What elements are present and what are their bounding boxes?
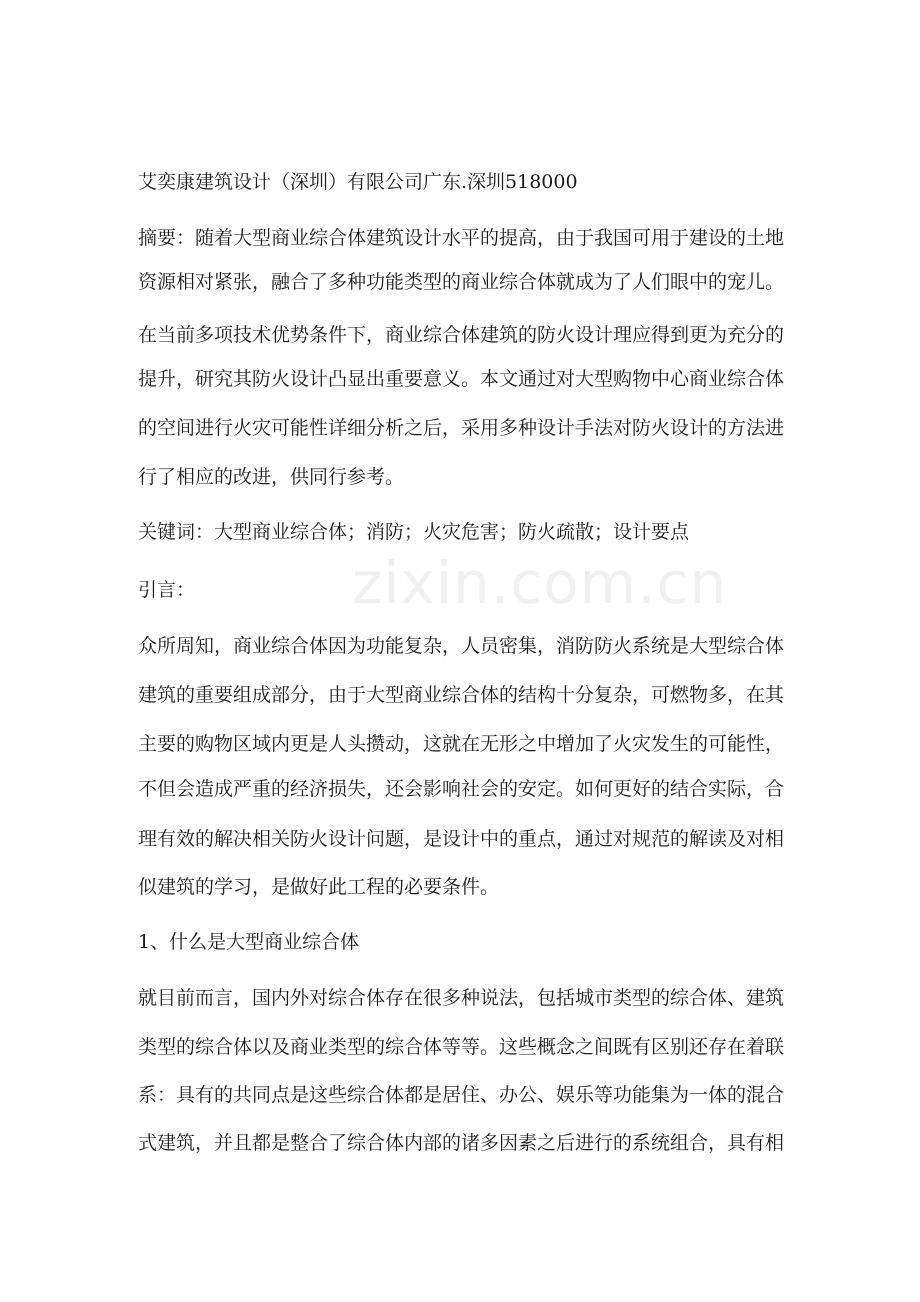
section-heading: 1、什么是大型商业综合体 [138,931,360,953]
watermark: zixin.com.cn [352,549,728,617]
affiliation: 艾奕康建筑设计（深圳）有限公司广东.深圳518000 [138,171,578,193]
section-line: 类型的综合体以及商业类型的综合体等等。这些概念之间既有区别还存在着联 [138,1036,785,1058]
abstract-line: 提升，研究其防火设计凸显出重要意义。本文通过对大型购物中心商业综合体 [138,368,785,390]
intro-line: 理有效的解决相关防火设计问题，是设计中的重点，通过对规范的解读及对相 [138,828,785,850]
intro-line: 建筑的重要组成部分，由于大型商业综合体的结构十分复杂，可燃物多，在其 [138,684,785,706]
section-line: 系：具有的共同点是这些综合体都是居住、办公、娱乐等功能集为一体的混合 [138,1084,785,1106]
abstract-line: 的空间进行火灾可能性详细分析之后，采用多种设计手法对防火设计的方法进 [138,417,785,439]
intro-line: 主要的购物区域内更是人头攒动，这就在无形之中增加了火灾发生的可能性， [138,733,785,755]
intro-line: 众所周知，商业综合体因为功能复杂，人员密集，消防防火系统是大型综合体 [138,635,785,657]
intro-line: 不但会造成严重的经济损失，还会影响社会的安定。如何更好的结合实际，合 [138,778,785,800]
intro-line: 似建筑的学习，是做好此工程的必要条件。 [138,876,500,898]
abstract-line: 摘要：随着大型商业综合体建筑设计水平的提高，由于我国可用于建设的土地 [138,227,785,249]
intro-heading: 引言： [138,579,196,601]
section-line: 式建筑，并且都是整合了综合体内部的诸多因素之后进行的系统组合，具有相 [138,1132,785,1154]
section-line: 就目前而言，国内外对综合体存在很多种说法，包括城市类型的综合体、建筑 [138,987,785,1009]
abstract-line: 资源相对紧张，融合了多种功能类型的商业综合体就成为了人们眼中的宠儿。 [138,271,785,293]
abstract-line: 在当前多项技术优势条件下，商业综合体建筑的防火设计理应得到更为充分的 [138,324,785,346]
abstract-line: 行了相应的改进，供同行参考。 [138,466,405,488]
keywords: 关键词：大型商业综合体；消防；火灾危害；防火疏散；设计要点 [138,521,690,543]
